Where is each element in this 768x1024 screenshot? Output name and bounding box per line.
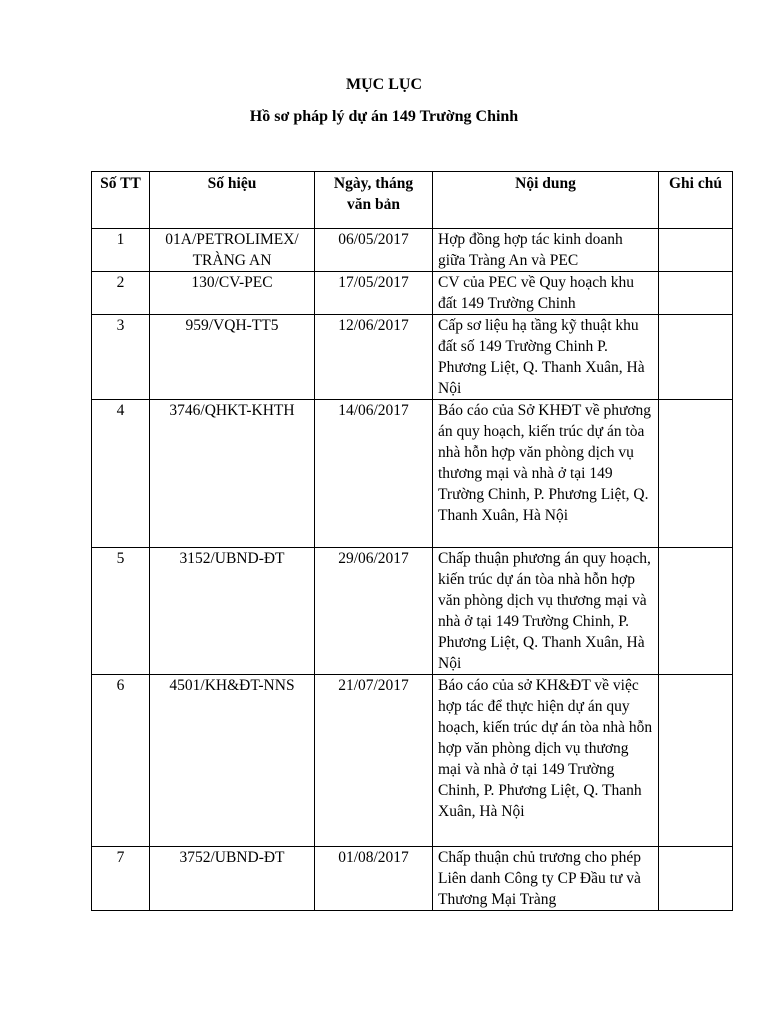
row-date: 29/06/2017 [315, 548, 433, 675]
row-code: 4501/KH&ĐT-NNS [150, 675, 315, 847]
header-code: Số hiệu [150, 172, 315, 229]
table-row [92, 847, 733, 911]
document-title: MỤC LỤC [346, 76, 422, 93]
row-date: 17/05/2017 [315, 272, 433, 315]
row-code: 130/CV-PEC [150, 272, 315, 315]
table-row [92, 315, 733, 400]
row-code: 3746/QHKT-KHTH [150, 400, 315, 548]
row-date: 14/06/2017 [315, 400, 433, 548]
row-num: 1 [92, 229, 150, 272]
row-code: 3152/UBND-ĐT [150, 548, 315, 675]
table-row [92, 272, 733, 315]
row-num: 3 [92, 315, 150, 400]
row-note [659, 675, 733, 847]
row-num: 7 [92, 847, 150, 911]
table-of-contents [91, 171, 733, 911]
row-date: 06/05/2017 [315, 229, 433, 272]
row-date: 12/06/2017 [315, 315, 433, 400]
table-row [92, 400, 733, 548]
header-date: Ngày, tháng văn bản [315, 172, 433, 229]
row-num: 6 [92, 675, 150, 847]
document-subtitle: Hồ sơ pháp lý dự án 149 Trường Chinh [249, 108, 519, 125]
row-num: 2 [92, 272, 150, 315]
row-code: 3752/UBND-ĐT [150, 847, 315, 911]
row-content [433, 847, 659, 911]
row-num: 4 [92, 400, 150, 548]
row-note [659, 400, 733, 548]
table-row [92, 548, 733, 675]
row-note [659, 272, 733, 315]
row-code: 01A/PETROLIMEX/ TRÀNG AN [150, 229, 315, 272]
row-content: Chấp thuận phương án quy hoạch, kiến trúc dự án tòa nhà hỗn hợp văn phòng dịch vụ thương mại và nhà ở tại 149 Trường Chinh, P. Phương Liệt, Q. Thanh Xuân, Hà Nội [433, 548, 659, 675]
header-note: Ghi chú [659, 172, 733, 229]
row-note [659, 315, 733, 400]
table-header-row [92, 172, 733, 229]
table-row [92, 675, 733, 847]
row-content: Báo cáo của Sở KHĐT về phương án quy hoạch, kiến trúc dự án tòa nhà hỗn hợp văn phòng dịch vụ thương mại và nhà ở tại 149 Trường Chinh, P. Phương Liệt, Q. Thanh Xuân, Hà Nội [433, 400, 659, 548]
row-num: 5 [92, 548, 150, 675]
row-note [659, 847, 733, 911]
header-content: Nội dung [433, 172, 659, 229]
row-content: Báo cáo của sở KH&ĐT về việc hợp tác để thực hiện dự án quy hoạch, kiến trúc dự án tòa nhà hỗn hợp văn phòng dịch vụ thương mại và nhà ở tại 149 Trường Chinh, P. Phương Liệt, Q. Thanh Xuân, Hà Nội [433, 675, 659, 847]
row-content: Cấp sơ liệu hạ tầng kỹ thuật khu đất số 149 Trường Chinh P. Phương Liệt, Q. Thanh Xuân, Hà Nội [433, 315, 659, 400]
row-content: Hợp đồng hợp tác kinh doanh giữa Tràng An và PEC [433, 229, 659, 272]
row-date: 01/08/2017 [315, 847, 433, 911]
row-note [659, 548, 733, 675]
row-content-text: Chấp thuận chủ trương cho phép Liên danh Công ty CP Đầu tư và Thương Mại Tràng [438, 849, 641, 908]
row-note [659, 229, 733, 272]
row-code: 959/VQH-TT5 [150, 315, 315, 400]
header-num: Số TT [92, 172, 150, 229]
row-date: 21/07/2017 [315, 675, 433, 847]
table-row [92, 229, 733, 272]
row-content: CV của PEC về Quy hoạch khu đất 149 Trường Chinh [433, 272, 659, 315]
